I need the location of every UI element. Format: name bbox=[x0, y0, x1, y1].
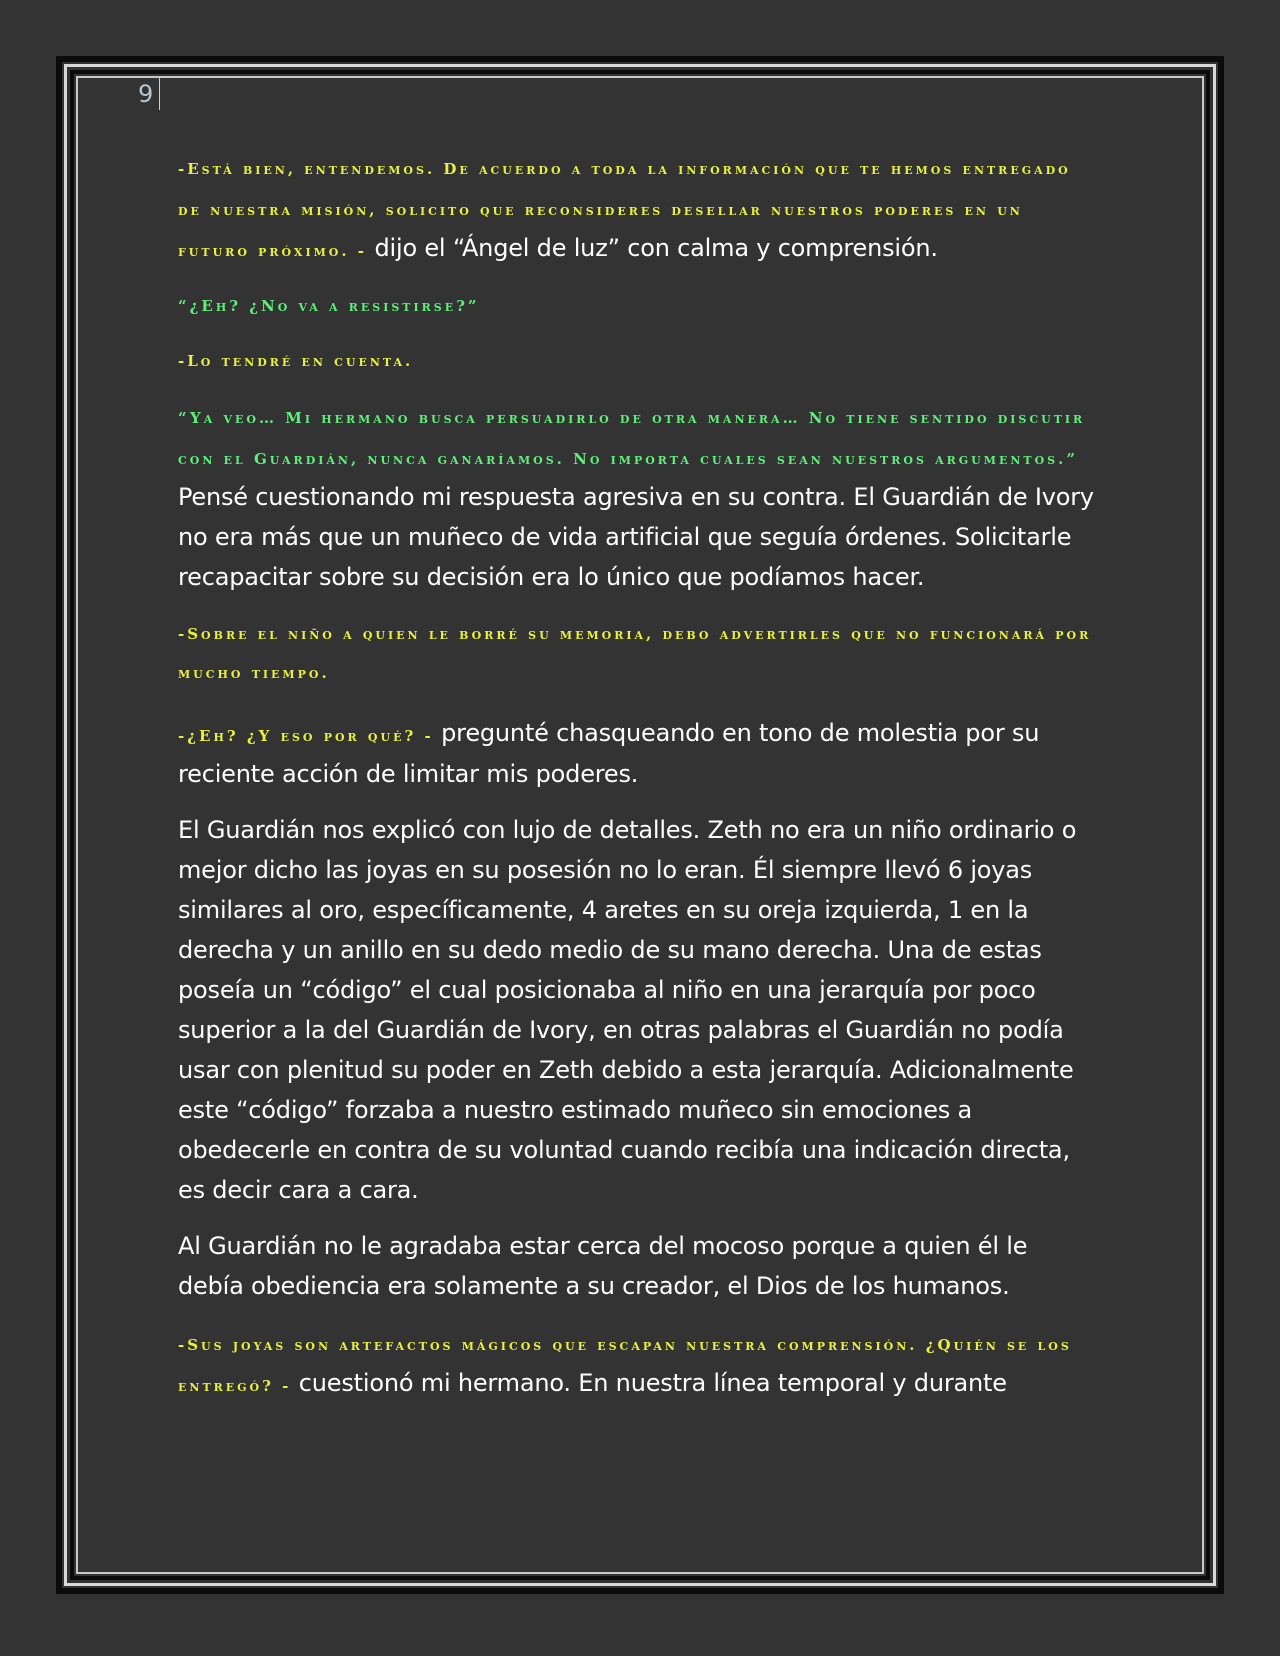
paragraph-3 bbox=[178, 340, 1098, 379]
narration-text: cuestionó mi hermano. En nuestra línea temporal y durante bbox=[291, 1369, 1007, 1397]
narration-text: Al Guardián no le agradaba estar cerca del mocoso porque a quien él le debía obediencia era solamente a su creador, el Dios de los humanos. bbox=[178, 1232, 1028, 1300]
narration-text: Pensé cuestionando mi respuesta agresiva en su contra. El Guardián de Ivory no era más que un muñeco de vida artificial que seguía órdenes. Solicitarle recapacitar sobre su decisión era lo único que podíamos hacer. bbox=[178, 483, 1094, 591]
thought-text: “Ya veo… Mi hermano busca persuadirlo de otra manera… No tiene sentido discutir con el Guardián, nunca ganaríamos. No importa cuales sean nuestros argumentos.” bbox=[178, 409, 1086, 468]
narration-text: El Guardián nos explicó con lujo de detalles. Zeth no era un niño ordinario o mejor dicho las joyas en su posesión no lo eran. Él siempre llevó 6 joyas similares al oro, específicamente, 4 aretes en su oreja izquierda, 1 en la derecha y un anillo en su dedo medio de su mano derecha. Una de estas poseía un “código” el cual posicionaba al niño en una jerarquía por poco superior a la del Guardián de Ivory, en otras palabras el Guardián no podía usar con plenitud su poder en Zeth debido a esta jerarquía. Adicionalmente este “código” forzaba a nuestro estimado muñeco sin emociones a obedecerle en contra de su voluntad cuando recibía una indicación directa, es decir cara a cara. bbox=[178, 816, 1077, 1204]
page-body bbox=[178, 146, 1098, 1420]
paragraph-9 bbox=[178, 1322, 1098, 1404]
dialogue-text: -Lo tendré en cuenta. bbox=[178, 352, 414, 370]
paragraph-7 bbox=[178, 810, 1098, 1210]
paragraph-2 bbox=[178, 285, 1098, 324]
paragraph-1 bbox=[178, 146, 1098, 269]
paragraph-6 bbox=[178, 713, 1098, 794]
paragraph-5 bbox=[178, 613, 1098, 691]
narration-text: dijo el “Ángel de luz” con calma y comprensión. bbox=[367, 234, 938, 262]
thought-text: “¿Eh? ¿No va a resistirse?” bbox=[178, 297, 480, 315]
paragraph-4 bbox=[178, 395, 1098, 597]
paragraph-8 bbox=[178, 1226, 1098, 1306]
page-number: 9 bbox=[138, 78, 160, 110]
dialogue-text: -Sobre el niño a quien le borré su memoria, debo advertirles que no funcionará por mucho tiempo. bbox=[178, 625, 1092, 682]
narration-text: pregunté chasqueando en tono de molestia por su reciente acción de limitar mis poderes. bbox=[178, 719, 1040, 788]
dialogue-text: -¿Eh? ¿Y eso por qué? - bbox=[178, 727, 434, 745]
dialogue-text: -Sus joyas son artefactos mágicos que escapan nuestra comprensión. ¿Quién se los entregó? - bbox=[178, 1336, 1072, 1395]
dialogue-text: -Está bien, entendemos. De acuerdo a toda la información que te hemos entregado de nuestra misión, solicito que reconsideres desellar nuestros poderes en un futuro próximo. - bbox=[178, 160, 1071, 260]
